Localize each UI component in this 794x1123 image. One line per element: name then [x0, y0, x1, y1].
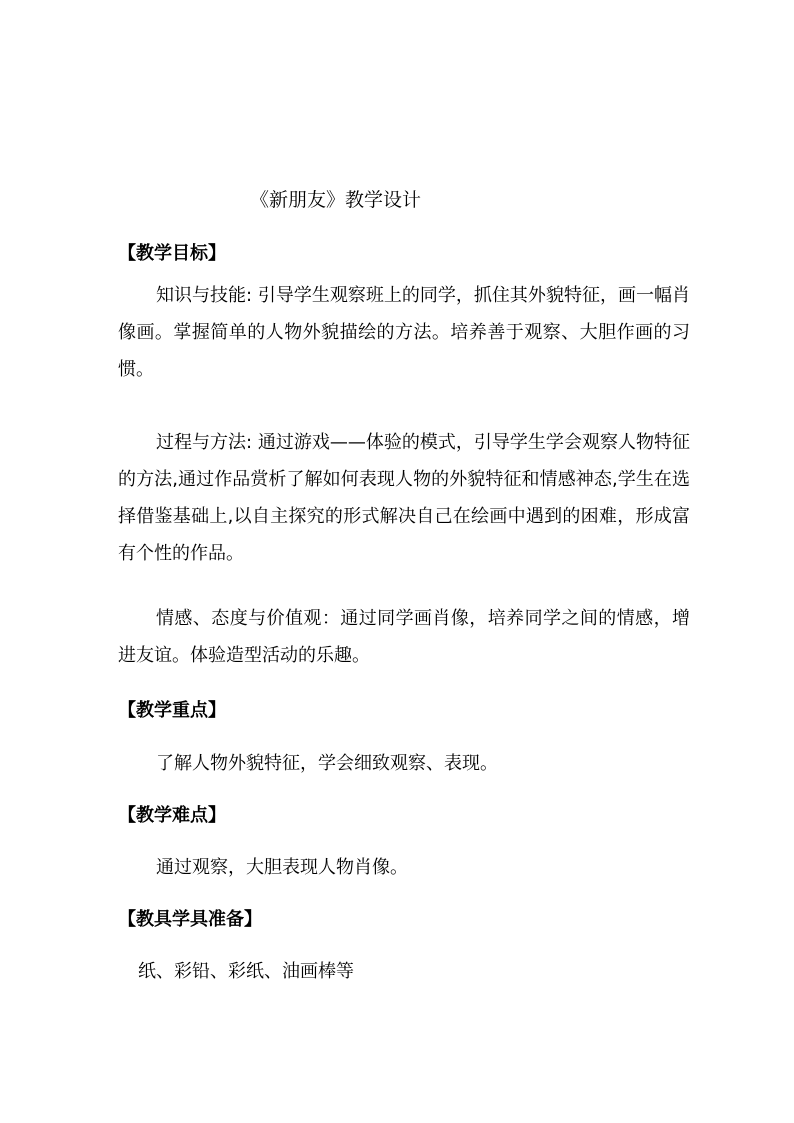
materials-text: 纸、彩铅、彩纸、油画棒等 [138, 961, 354, 982]
materials-heading: 【教具学具准备】 [118, 909, 262, 930]
objectives-heading: 【教学目标】 [118, 243, 226, 264]
difficulties-text: 通过观察，大胆表现人物肖像。 [156, 857, 408, 878]
difficulties-heading: 【教学难点】 [118, 805, 226, 826]
document-title: 《新朋友》教学设计 [250, 189, 422, 211]
objectives-emotion-paragraph: 情感、态度与价值观：通过同学画肖像，培养同学之间的情感，增进友谊。体验造型活动的乐趣。 [118, 608, 690, 666]
key-points-heading: 【教学重点】 [118, 700, 226, 721]
objectives-knowledge-paragraph: 知识与技能: 引导学生观察班上的同学，抓住其外貌特征，画一幅肖像画。掌握简单的人物外貌描绘的方法。培养善于观察、大胆作画的习惯。 [118, 285, 690, 380]
key-points-text: 了解人物外貌特征，学会细致观察、表现。 [156, 753, 498, 774]
objectives-process-paragraph: 过程与方法: 通过游戏——体验的模式，引导学生学会观察人物特征的方法,通过作品赏析了解如何表现人物的外貌特征和情感神态,学生在选择借鉴基础上,以自主探究的形式解决自己在绘画中遇到的困难，形成富有个性的作品。 [118, 432, 690, 564]
